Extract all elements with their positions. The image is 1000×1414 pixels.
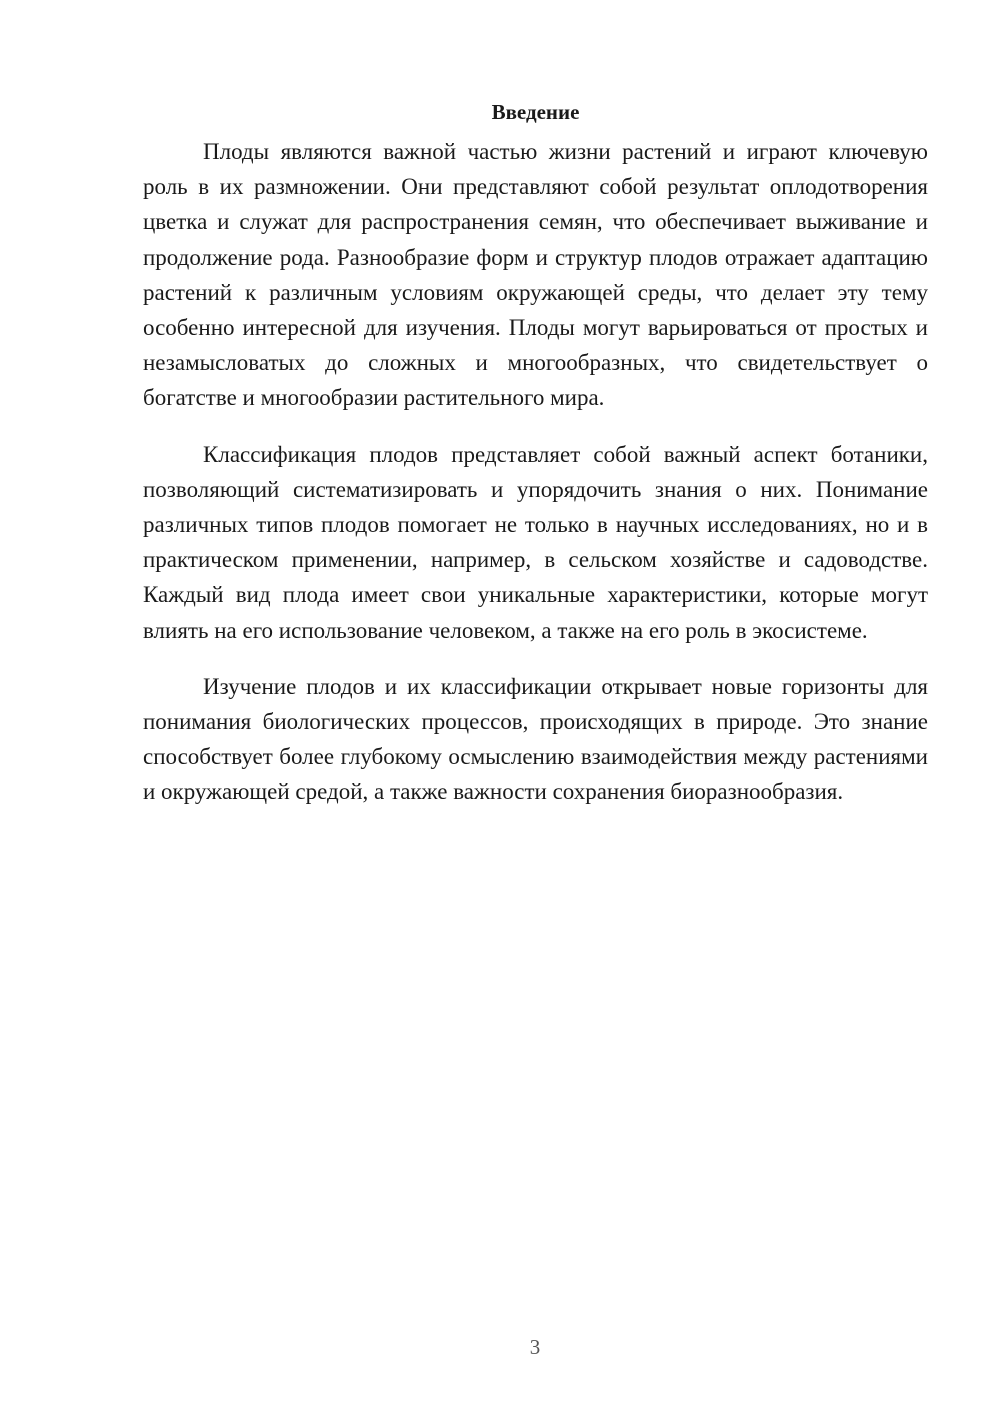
page-content	[143, 97, 928, 831]
paragraph-3: Изучение плодов и их классификации открывает новые горизонты для понимания биологических процессов, происходящих в природе. Это знание способствует более глубокому осмыслению взаимодействия между растениями и окружающей средой, а также важности сохранения биоразнообразия.	[143, 673, 928, 805]
page-number: 3	[529, 1335, 541, 1359]
paragraph-2: Классификация плодов представляет собой важный аспект ботаники, позволяющий систематизировать и упорядочить знания о них. Понимание различных типов плодов помогает не только в научных исследованиях, но и в практическом применении, например, в сельском хозяйстве и садоводстве. Каждый вид плода имеет свои уникальные характеристики, которые могут влиять на его использование человеком, а также на его роль в экосистеме.	[143, 441, 928, 643]
paragraph-1: Плоды являются важной частью жизни растений и играют ключевую роль в их размножении. Они представляют собой результат оплодотворения цветка и служат для распространения семян, что обеспечивает выживание и продолжение рода. Разнообразие форм и структур плодов отражает адаптацию растений к различным условиям окружающей среды, что делает эту тему особенно интересной для изучения. Плоды могут варьироваться от простых и незамысловатых до сложных и многообразных, что свидетельствует о богатстве и многообразии растительного мира.	[143, 139, 928, 411]
section-title: Введение	[491, 100, 580, 124]
